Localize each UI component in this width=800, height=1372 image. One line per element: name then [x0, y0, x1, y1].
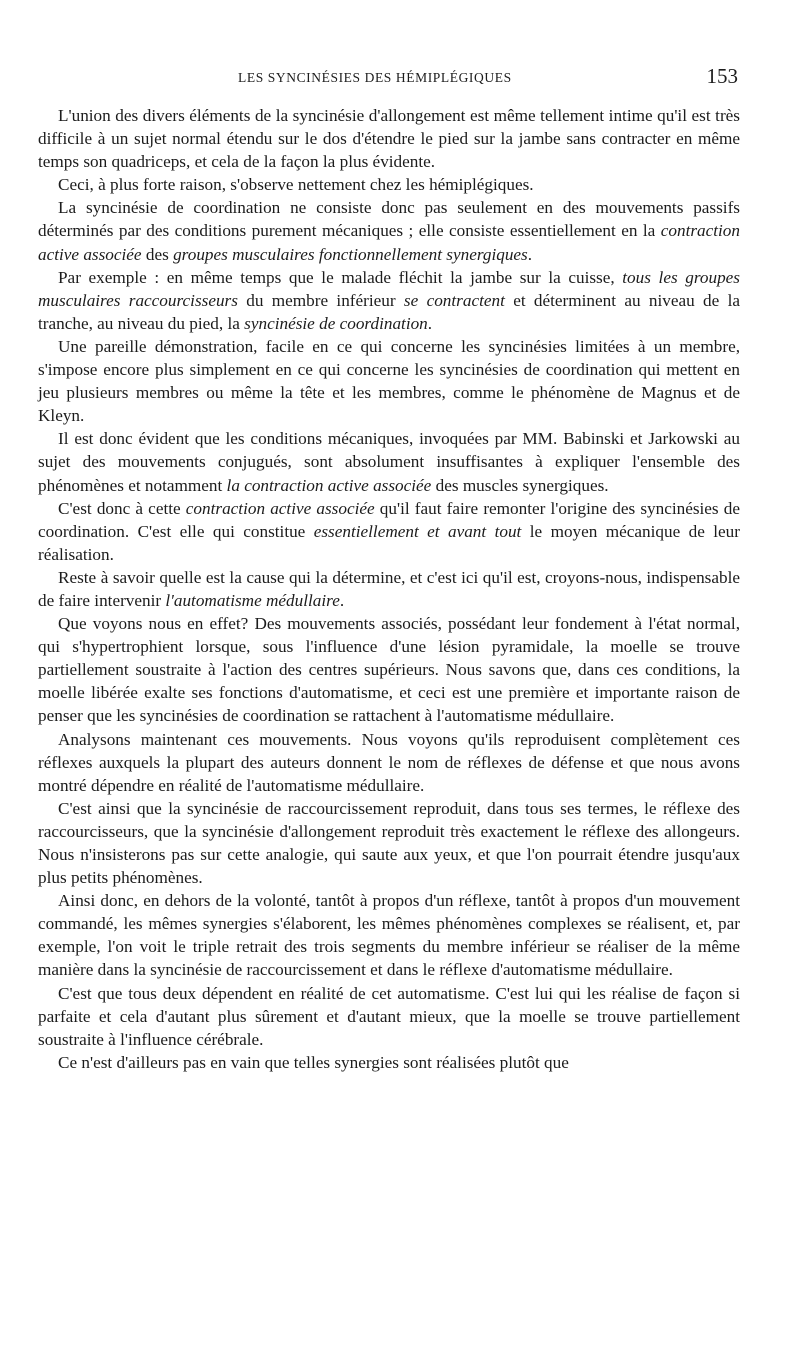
text-run: Reste à savoir quelle est la cause qui la détermine, et c'est ici qu'il est, croyons-nous, indispensable de faire intervenir [38, 567, 740, 610]
text-run: C'est donc à cette [58, 498, 186, 518]
text-run: . [527, 244, 533, 264]
running-title: LES SYNCINÉSIES DES HÉMIPLÉGIQUES [238, 70, 512, 85]
paragraph: Ainsi donc, en dehors de la volonté, tantôt à propos d'un réflexe, tantôt à propos d'un mouvement commandé, les mêmes synergies s'élaborent, les mêmes phénomènes complexes se réalisent, et, par exemple, l'on voit le triple retrait des trois segments du membre inférieur se réaliser de la même manière dans la syncinésie de raccourcissement et dans le réflexe d'automatisme médullaire. [38, 891, 740, 980]
page-number: 153 [706, 64, 738, 88]
paragraph [38, 497, 740, 566]
italic-emphasis: se contractent [403, 290, 505, 310]
italic-emphasis: l'automatisme médullaire [165, 590, 340, 610]
text-run: le moyen mécanique de leur réalisation. [38, 521, 740, 564]
text-run: et déterminent au niveau de la tranche, au niveau du pied, la [38, 290, 741, 333]
text-run: . [427, 313, 433, 333]
text-run: Par exemple : en même temps que le malade fléchit la jambe sur la cuisse, [58, 267, 623, 287]
text-run: Il est donc évident que les conditions mécaniques, invoquées par MM. Babinski et Jarkowski au sujet des mouvements conjugués, sont absolument insuffisantes à expliquer l'ensemble des phénomènes et notamment [38, 429, 740, 495]
italic-emphasis: contraction active associée [185, 498, 375, 518]
text-run: des [141, 244, 174, 264]
paragraph [38, 427, 740, 496]
italic-emphasis: contraction active associée [38, 221, 740, 264]
italic-emphasis: syncinésie de coordination [244, 313, 428, 333]
page-header [0, 64, 800, 94]
paragraph [38, 196, 740, 265]
paragraph: Ceci, à plus forte raison, s'observe nettement chez les hémiplégiques. [58, 175, 534, 195]
italic-emphasis: groupes musculaires fonctionnellement synergiques [173, 244, 528, 264]
text-run: qu'il faut faire remonter l'origine des syncinésies de coordination. C'est elle qui constitue [38, 498, 740, 541]
text-run: . [339, 590, 345, 610]
body-text [38, 104, 740, 1074]
paragraph: Analysons maintenant ces mouvements. Nous voyons qu'ils reproduisent complètement ces réflexes auxquels la plupart des auteurs donnent le nom de réflexes de défense et que nous avons montré dépendre en réalité de l'automatisme médullaire. [38, 729, 740, 795]
text-run: du membre inférieur [237, 290, 404, 310]
paragraph: L'union des divers éléments de la syncinésie d'allongement est même tellement intime qu'il est très difficile à un sujet normal étendu sur le dos d'étendre le pied sur la jambe sans contracter en même temps son quadriceps, et cela de la façon la plus évidente. [38, 106, 740, 172]
paragraph: Ce n'est d'ailleurs pas en vain que telles synergies sont réalisées plutôt que [58, 1052, 569, 1072]
text-run: La syncinésie de coordination ne consiste donc pas seulement en des mouvements passifs déterminés par des conditions purement mécaniques ; elle consiste essentiellement en la [38, 198, 740, 241]
paragraph: Que voyons nous en effet? Des mouvements associés, possédant leur fondement à l'état normal, qui s'hypertrophient lorsque, sous l'influence d'une lésion pyramidale, la moelle se trouve partiellement soustraite à l'action des centres supérieurs. Nous savons que, dans ces conditions, la moelle libérée exalte ses fonctions d'automatisme, et ceci est une première et importante raison de penser que les syncinésies de coordination se rattachent à l'automatisme médullaire. [38, 614, 740, 726]
paragraph: C'est que tous deux dépendent en réalité de cet automatisme. C'est lui qui les réalise de façon si parfaite et cela d'autant plus sûrement et d'autant mieux, que la moelle se trouve partiellement soustraite à l'influence cérébrale. [38, 983, 740, 1049]
paragraph: Une pareille démonstration, facile en ce qui concerne les syncinésies limitées à un membre, s'impose encore plus simplement en ce qui concerne les syncinésies de coordination qui mettent en jeu plusieurs membres ou même la tête et les membres, comme le phénomène de Magnus et de Kleyn. [38, 336, 740, 426]
italic-emphasis: essentiellement et avant tout [313, 521, 522, 541]
paragraph: C'est ainsi que la syncinésie de raccourcissement reproduit, dans tous ses termes, le réflexe des raccourcisseurs, que la syncinésie d'allongement reproduit très exactement le réflexe des allongeurs. Nous n'insisterons pas sur cette analogie, qui saute aux yeux, et que l'on pourrait étendre jusqu'aux plus petits phénomènes. [38, 798, 740, 888]
italic-emphasis: tous les groupes musculaires raccourcisseurs [38, 267, 740, 310]
paragraph [38, 266, 740, 335]
italic-emphasis: la contraction active associée [226, 475, 432, 495]
text-run: des muscles synergiques. [431, 475, 609, 495]
paragraph [38, 566, 740, 612]
